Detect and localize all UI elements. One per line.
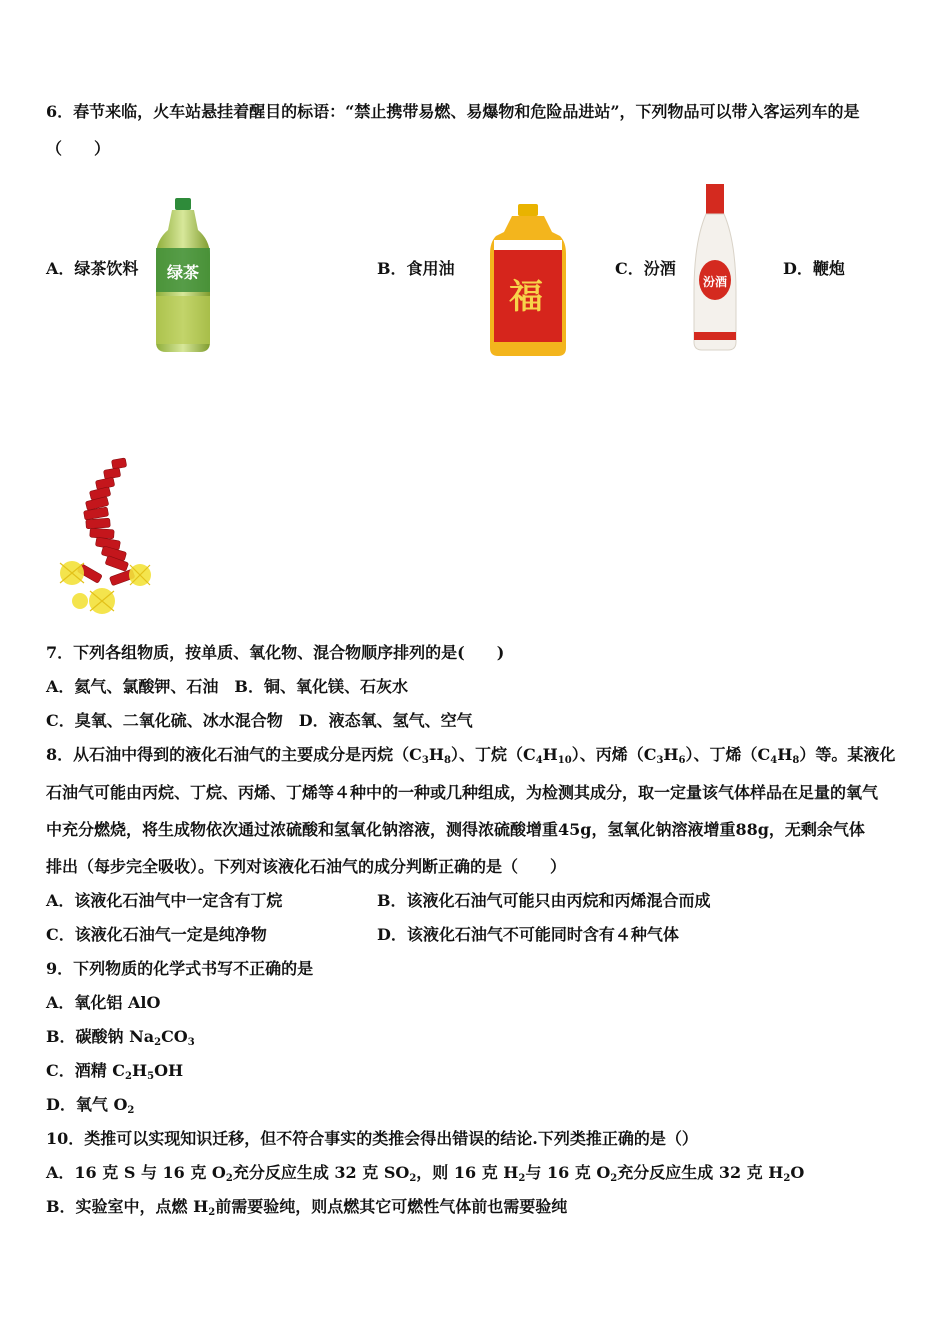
q8-stem-line4: 排出（每步完全吸收）。下列对该液化石油气的成分判断正确的是（ ） [46, 857, 567, 876]
q10-option-a: A．16 克 S 与 16 克 $O_2$充分反应生成 32 克 $SO_2$，则 16 克 $H_2$与 16 克 $O_2$充分反应生成 32 克 $H_2O$ [46, 1163, 805, 1184]
q10-stem: 10．类推可以实现知识迁移，但不符合事实的类推会得出错误的结论.下列类推正确的是（） [46, 1129, 698, 1148]
q7-stem: 7．下列各组物质，按单质、氧化物、混合物顺序排列的是( ) [46, 643, 505, 662]
q8-stem-line3: 中充分燃烧，将生成物依次通过浓硫酸和氢氧化钠溶液，测得浓硫酸增重45g，氢氧化钠溶液增重88g，无剩余气体 [46, 820, 865, 839]
green-tea-bottle-image [148, 196, 218, 356]
bottle-c-label: 汾酒 [702, 275, 728, 289]
bottle-b-label: 福 [509, 277, 543, 317]
q8-option-d: D．该液化石油气不可能同时含有４种气体 [377, 925, 679, 944]
q8-option-b: B．该液化石油气可能只由丙烷和丙烯混合而成 [377, 891, 711, 910]
q7-options-row1: A．氦气、氯酸钾、石油 B．铜、氧化镁、石灰水 [46, 677, 408, 696]
firecrackers-image [50, 455, 160, 627]
q8-stem-line2: 石油气可能由丙烷、丁烷、丙烯、丁烯等４种中的一种或几种组成，为检测其成分，取一定量该气体样品在足量的氧气 [46, 783, 879, 802]
q6-stem-line2: （ ） [46, 139, 111, 158]
q6-option-b: B．食用油 [377, 259, 455, 278]
q6-option-d: D．鞭炮 [783, 259, 845, 278]
cooking-oil-bottle-image [486, 202, 570, 360]
q6-option-c: C．汾酒 [615, 259, 676, 278]
q9-option-b: B．碳酸钠 $Na_2CO_3$ [46, 1027, 195, 1048]
q9-option-d: D．氧气 $O_2$ [46, 1095, 135, 1116]
q9-option-c: C．酒精 $C_2H_5OH$ [46, 1061, 184, 1082]
q6-stem-line1: 6．春节来临，火车站悬挂着醒目的标语：“禁止携带易燃、易爆物和危险品进站”，下列物品可以带入客运列车的是 [46, 102, 860, 121]
fen-liquor-bottle-image [690, 182, 740, 354]
q9-option-a: A．氧化铝 AlO [46, 993, 161, 1012]
q7-options-row2: C．臭氧、二氧化硫、冰水混合物 D．液态氧、氢气、空气 [46, 711, 473, 730]
q9-stem: 9．下列物质的化学式书写不正确的是 [46, 959, 314, 978]
bottle-a-label: 绿茶 [166, 263, 200, 282]
q8-stem-line1: 8．从石油中得到的液化石油气的主要成分是丙烷$(C_3H_8)$、丁烷$(C_4H_{10})$、丙烯$(C_3H_6)$、丁烯$(C_4H_8)$等。某液化 [46, 745, 896, 766]
q6-option-a: A．绿茶饮料 [46, 259, 139, 278]
q8-option-c: C．该液化石油气一定是纯净物 [46, 925, 267, 944]
q10-option-b: B．实验室中，点燃 $H_2$前需要验纯，则点燃其它可燃性气体前也需要验纯 [46, 1197, 568, 1218]
q8-option-a: A．该液化石油气中一定含有丁烷 [46, 891, 283, 910]
